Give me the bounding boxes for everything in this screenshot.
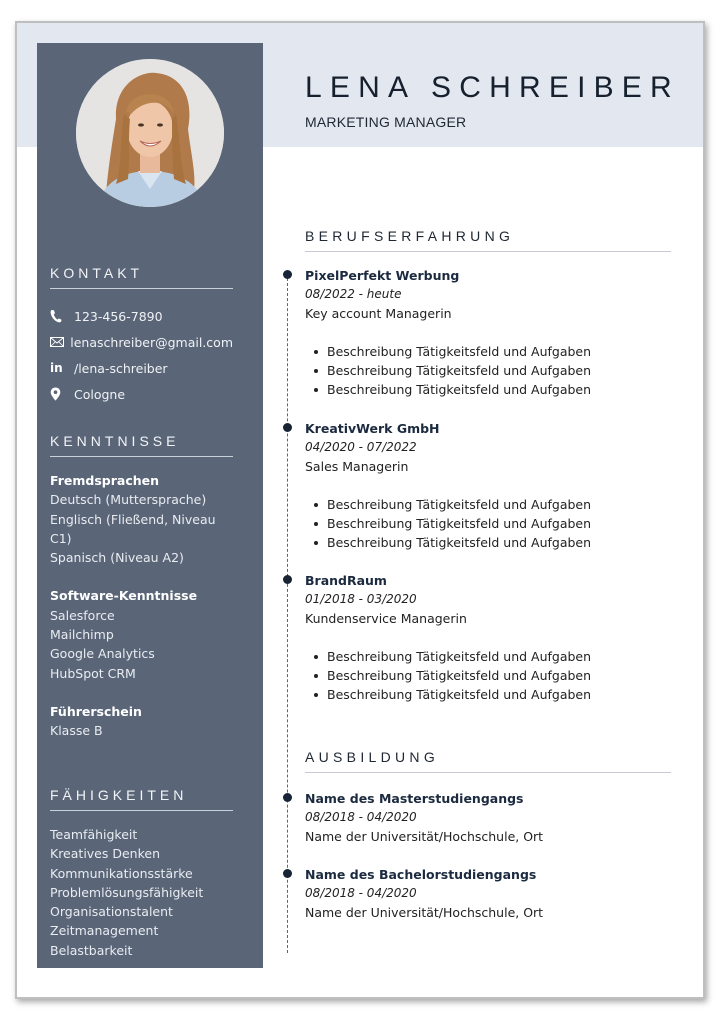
job-role: Key account Managerin — [305, 306, 452, 321]
profile-photo — [76, 59, 224, 207]
contact-linkedin — [50, 355, 233, 381]
email-link[interactable]: lenaschreiber@gmail.com — [70, 334, 233, 350]
skill-item: Mailchimp — [50, 627, 114, 643]
job-bullet: Beschreibung Tätigkeitsfeld und Aufgaben — [314, 495, 671, 514]
timeline-dot-icon — [283, 270, 292, 279]
skill-group-software — [50, 586, 233, 682]
ability-item: Problemlösungsfähigkeit — [50, 884, 204, 900]
job-bullets — [305, 342, 671, 399]
job-bullets — [305, 647, 671, 704]
skill-item: Klasse B — [50, 723, 103, 739]
skills-title: KENNTNISSE — [50, 433, 233, 457]
contact-phone — [50, 303, 233, 329]
contact-email — [50, 329, 233, 355]
education-date: 08/2018 - 04/2020 — [305, 810, 417, 824]
contact-title: KONTAKT — [50, 265, 233, 289]
job-bullet: Beschreibung Tätigkeitsfeld und Aufgaben — [314, 685, 671, 704]
ability-item: Teamfähigkeit — [50, 827, 138, 842]
phone-text[interactable]: 123-456-7890 — [74, 308, 163, 324]
skill-item: Englisch (Fließend, Niveau C1) — [50, 511, 216, 546]
skill-item: HubSpot CRM — [50, 665, 136, 681]
ability-item: Kommunikationsstärke — [50, 865, 193, 881]
ability-item: Zeitmanagement — [50, 923, 159, 939]
education-section — [305, 749, 671, 773]
contact-section — [50, 265, 233, 407]
skill-group-heading: Software-Kenntnisse — [50, 588, 198, 604]
degree-name: Name des Bachelorstudiengangs — [305, 867, 537, 882]
experience-entry — [305, 571, 671, 704]
job-bullet: Beschreibung Tätigkeitsfeld und Aufgaben — [314, 361, 671, 380]
timeline-dot-icon — [283, 869, 292, 878]
experience-section — [305, 228, 671, 252]
mail-icon — [50, 337, 70, 347]
candidate-name: LENA SCHREIBER — [305, 71, 680, 104]
job-bullet: Beschreibung Tätigkeitsfeld und Aufgaben — [314, 647, 671, 666]
timeline-dot-icon — [283, 423, 292, 432]
location-text: Cologne — [74, 386, 126, 402]
education-title: AUSBILDUNG — [305, 749, 671, 773]
skill-item: Salesforce — [50, 607, 115, 623]
contact-list — [50, 303, 233, 407]
location-pin-icon — [50, 387, 74, 401]
abilities-section — [50, 787, 233, 960]
ability-item: Organisationstalent — [50, 904, 173, 920]
sidebar — [37, 43, 263, 968]
experience-entry — [305, 419, 671, 552]
education-date: 08/2018 - 04/2020 — [305, 886, 417, 900]
timeline-dot-icon — [283, 793, 292, 802]
degree-name: Name des Masterstudiengangs — [305, 791, 524, 806]
linkedin-icon: in — [50, 361, 63, 375]
ability-item: Kreatives Denken — [50, 846, 161, 862]
company-name: KreativWerk GmbH — [305, 421, 440, 436]
job-bullets — [305, 495, 671, 552]
company-name: BrandRaum — [305, 573, 387, 588]
company-name: PixelPerfekt Werbung — [305, 268, 460, 283]
linkedin-link[interactable]: /lena-schreiber — [74, 360, 168, 376]
contact-location — [50, 381, 233, 407]
job-role: Sales Managerin — [305, 459, 409, 474]
skill-group-heading: Fremdsprachen — [50, 473, 160, 488]
job-bullet: Beschreibung Tätigkeitsfeld und Aufgaben — [314, 342, 671, 361]
job-role: Kundenservice Managerin — [305, 611, 467, 626]
job-date: 08/2022 - heute — [305, 287, 402, 301]
portrait-image — [76, 59, 224, 207]
skills-section — [50, 433, 233, 741]
job-bullet: Beschreibung Tätigkeitsfeld und Aufgaben — [314, 380, 671, 399]
skill-group-heading: Führerschein — [50, 703, 142, 719]
skill-item: Deutsch (Muttersprache) — [50, 492, 207, 508]
skill-group-languages — [50, 471, 233, 567]
experience-entry — [305, 266, 671, 399]
phone-icon — [50, 309, 74, 323]
school-name: Name der Universität/Hochschule, Ort — [305, 905, 544, 920]
skill-group-license — [50, 702, 233, 741]
abilities-list — [50, 825, 233, 960]
job-bullet: Beschreibung Tätigkeitsfeld und Aufgaben — [314, 514, 671, 533]
resume-page — [17, 23, 703, 997]
education-entry — [305, 865, 671, 922]
candidate-role: MARKETING MANAGER — [305, 114, 467, 130]
job-date: 01/2018 - 03/2020 — [305, 592, 417, 606]
job-bullet: Beschreibung Tätigkeitsfeld und Aufgaben — [314, 533, 671, 552]
experience-title: BERUFSERFAHRUNG — [305, 228, 671, 252]
education-entry — [305, 789, 671, 846]
skill-item: Google Analytics — [50, 646, 155, 662]
abilities-title: FÄHIGKEITEN — [50, 787, 233, 811]
timeline-dot-icon — [283, 575, 292, 584]
skill-item: Spanisch (Niveau A2) — [50, 550, 184, 566]
timeline-line — [287, 273, 288, 953]
job-date: 04/2020 - 07/2022 — [305, 440, 417, 454]
school-name: Name der Universität/Hochschule, Ort — [305, 829, 544, 844]
ability-item: Belastbarkeit — [50, 942, 133, 958]
job-bullet: Beschreibung Tätigkeitsfeld und Aufgaben — [314, 666, 671, 685]
